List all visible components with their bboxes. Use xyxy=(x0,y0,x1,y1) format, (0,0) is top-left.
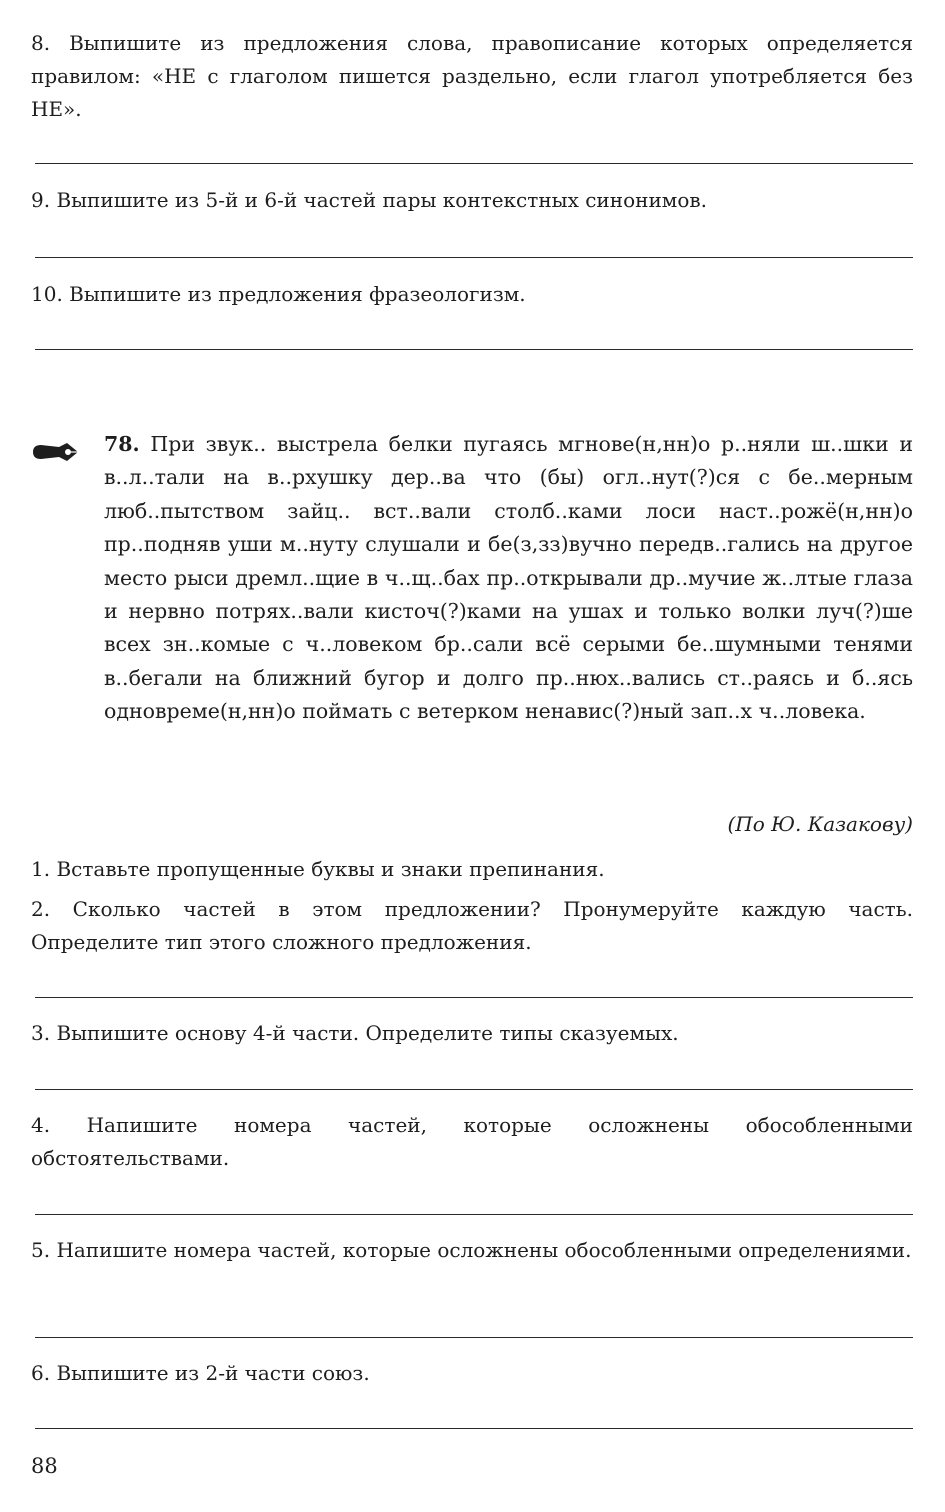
question-8: 8. Выпишите из предложения слова, правописание которых определяется правилом: «НЕ с глаголом пишется раздельно, если глагол употребляется без НЕ». xyxy=(31,31,913,121)
answer-line-question-10 xyxy=(35,349,913,350)
page-number: 88 xyxy=(31,1454,58,1478)
task-6: 6. Выпишите из 2-й части союз. xyxy=(31,1361,370,1385)
task-2: 2. Сколько частей в этом предложении? Пронумеруйте каждую часть. Определите тип этого сложного предложения. xyxy=(31,897,913,954)
answer-line-task-6 xyxy=(35,1428,913,1429)
answer-line-question-9 xyxy=(35,257,913,258)
exercise-78-text xyxy=(104,428,913,729)
question-10: 10. Выпишите из предложения фразеологизм. xyxy=(31,282,526,306)
answer-line-task-5 xyxy=(35,1337,913,1338)
task-5: 5. Напишите номера частей, которые осложнены обособленными определениями. xyxy=(31,1238,912,1262)
task-4: 4. Напишите номера частей, которые осложнены обособленными обстоятельствами. xyxy=(31,1113,913,1170)
exercise-body: При звук.. выстрела белки пугаясь мгнове(н,нн)о р..няли ш..шки и в..л..тали на в..рхушку дер..ва что (бы) огл..нут(?)ся с бе..мерным люб..пытством зайц.. вст..вали столб..ками лоси наст..рожё(н,нн)о пр..подняв уши м..нуту слушали и бе(з,зз)вучно передв..гались на другое место рыси дремл..щие в ч..щ..бах пр..открывали др..мучие ж..лтые глаза и нервно потрях..вали кисточ(?)ками на ушах и только волки луч(?)ше всех зн..комые с ч..ловеком бр..сали всё серыми бе..шумными тенями в..бегали на ближний бугор и долго пр..нюх..вались ст..раясь и б..ясь одновреме(н,нн)о поймать с ветерком ненавис(?)ный зап..х ч..ловека. xyxy=(104,432,913,724)
answer-line-task-4 xyxy=(35,1214,913,1215)
answer-line-question-8 xyxy=(35,163,913,164)
answer-line-task-3 xyxy=(35,1089,913,1090)
pen-nib-icon xyxy=(31,441,79,463)
task-3: 3. Выпишите основу 4-й части. Определите типы сказуемых. xyxy=(31,1021,679,1045)
answer-line-task-2 xyxy=(35,997,913,998)
task-1: 1. Вставьте пропущенные буквы и знаки препинания. xyxy=(31,857,605,881)
question-9: 9. Выпишите из 5-й и 6-й частей пары контекстных синонимов. xyxy=(31,188,707,212)
exercise-number: 78. xyxy=(104,432,140,456)
exercise-source: (По Ю. Казакову) xyxy=(727,812,913,836)
